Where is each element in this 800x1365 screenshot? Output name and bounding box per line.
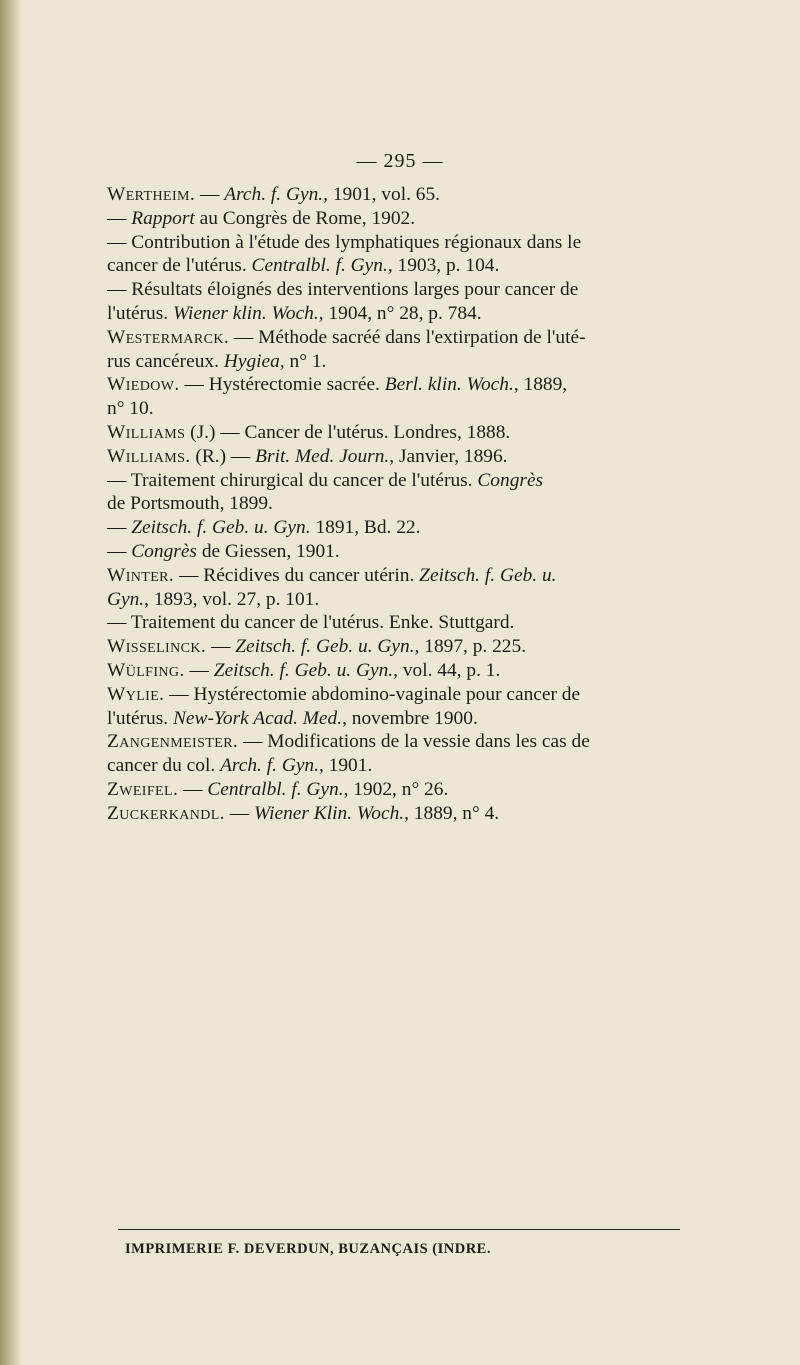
entry-separator: — (107, 540, 132, 562)
entry-first-line (107, 540, 707, 564)
entry-separator: — (195, 184, 225, 205)
entry-continuation-journal: Centralbl. f. Gyn. (251, 255, 388, 277)
entry-continuation-line (107, 254, 707, 278)
bibliography-entry (107, 445, 707, 469)
entry-continuation-details: , 1904, n° 28, p. 784. (318, 302, 482, 324)
entry-journal: Arch. f. Gyn. (224, 184, 324, 205)
entry-text: Hystérectomie abdomino-vaginale pour cancer de (193, 683, 581, 705)
entry-author: Wiedow. (107, 374, 180, 396)
entry-separator: — (178, 778, 208, 800)
entry-continuation-text: rus cancéreux. (107, 350, 224, 372)
entry-journal: Congrès (477, 469, 544, 491)
entry-first-line (107, 183, 707, 207)
entry-continuation-line (107, 492, 707, 516)
bibliography-entry (107, 659, 707, 683)
entry-continuation-journal: Hygiea (223, 350, 280, 372)
bibliography-entry (107, 421, 707, 445)
entry-author: Wülfing. (107, 659, 185, 681)
entry-text: Traitement chirurgical du cancer de l'utérus. (130, 469, 478, 491)
entry-first-line (107, 231, 707, 255)
entry-author: Zuckerkandl. (107, 802, 225, 824)
entry-separator: — (174, 564, 204, 586)
entry-separator: — (229, 326, 259, 348)
entry-continuation-details: , 1893, vol. 27, p. 101. (144, 588, 320, 610)
entry-journal: Wiener Klin. Woch. (254, 802, 405, 824)
footer-rule (118, 1229, 680, 1230)
entry-details: , vol. 44, p. 1. (393, 659, 501, 681)
entry-details: 1891, Bd. 22. (310, 517, 421, 539)
entry-continuation-details: , n° 1. (279, 350, 327, 372)
entry-text: Cancer de l'utérus. Londres, 1888. (244, 421, 511, 443)
entry-author: Zangenmeister. (107, 731, 239, 753)
entry-first-line (107, 207, 707, 231)
entry-details: , 1889, n° 4. (404, 802, 500, 824)
entry-continuation-journal: New-York Acad. Med. (172, 707, 343, 729)
entry-journal: Centralbl. f. Gyn. (207, 778, 344, 800)
entry-author: Williams (107, 421, 186, 443)
printer-imprint: IMPRIMERIE F. DEVERDUN, BUZANÇAIS (INDRE. (125, 1241, 491, 1257)
entry-separator: — (184, 659, 214, 681)
entry-separator: — (107, 517, 132, 539)
entry-continuation-text: cancer de l'utérus. (107, 255, 252, 277)
entry-continuation-text: l'utérus. (107, 302, 173, 324)
bibliography-list (107, 183, 707, 826)
entry-continuation-details: , 1903, p. 104. (387, 255, 500, 277)
entry-first-line (107, 516, 707, 540)
entry-journal: Brit. Med. Journ. (255, 445, 390, 467)
entry-first-line (107, 778, 707, 802)
entry-continuation-line (107, 754, 707, 778)
page-edge-shadow (0, 0, 22, 1365)
entry-separator: — (179, 374, 209, 396)
entry-continuation-text: de Portsmouth, 1899. (107, 493, 273, 515)
entry-text: Traitement du cancer de l'utérus. Enke. Stuttgard. (130, 612, 515, 634)
bibliography-entry (107, 183, 707, 207)
entry-details: , 1902, n° 26. (343, 778, 449, 800)
entry-continuation-journal: Gyn. (107, 588, 145, 610)
bibliography-entry (107, 683, 707, 731)
entry-text: Méthode sacréé dans l'extirpation de l'uté- (258, 326, 586, 348)
entry-first-line (107, 635, 707, 659)
bibliography-entry (107, 516, 707, 540)
entry-details: au Congrès de Rome, 1902. (194, 207, 416, 229)
entry-continuation-details: , 1901. (318, 755, 373, 777)
entry-author: Wisselinck. (107, 636, 207, 658)
bibliography-entry (107, 778, 707, 802)
entry-journal: Berl. klin. Woch. (384, 374, 514, 396)
entry-separator: (R.) — (190, 445, 256, 467)
entry-first-line (107, 278, 707, 302)
bibliography-entry (107, 469, 707, 517)
entry-first-line (107, 326, 707, 350)
entry-separator: — (107, 231, 132, 253)
bibliography-entry (107, 802, 707, 826)
entry-text: Hystérectomie sacrée. (208, 374, 385, 396)
entry-first-line (107, 564, 707, 588)
entry-details: de Giessen, 1901. (196, 540, 340, 562)
entry-continuation-line (107, 302, 707, 326)
entry-separator: — (107, 279, 132, 301)
entry-separator: — (238, 731, 268, 753)
entry-author: Westermarck. (107, 326, 230, 348)
entry-continuation-line (107, 397, 707, 421)
entry-continuation-line (107, 350, 707, 374)
entry-journal: Zeitsch. f. Geb. u. (419, 564, 557, 586)
entry-continuation-journal: Arch. f. Gyn. (220, 755, 319, 777)
entry-separator: — (107, 612, 131, 634)
entry-details: , 1901, vol. 65. (323, 184, 441, 205)
entry-journal: Congrès (131, 540, 197, 562)
bibliography-entry (107, 564, 707, 612)
entry-separator: — (107, 469, 131, 491)
entry-journal: Zeitsch. f. Geb. u. Gyn. (213, 659, 394, 681)
entry-first-line (107, 421, 707, 445)
entry-first-line (107, 683, 707, 707)
entry-continuation-text: cancer du col. (107, 755, 221, 777)
entry-first-line (107, 445, 707, 469)
entry-text: Récidives du cancer utérin. (203, 564, 420, 586)
entry-first-line (107, 611, 707, 635)
bibliography-entry (107, 373, 707, 421)
entry-journal: Rapport (131, 207, 195, 229)
entry-separator: — (206, 636, 236, 658)
entry-separator: — (107, 207, 132, 229)
entry-separator: (J.) — (185, 421, 245, 443)
entry-text: Contribution à l'étude des lymphatiques régionaux dans le (131, 231, 582, 253)
entry-continuation-text: n° 10. (107, 398, 154, 420)
entry-journal: Zeitsch. f. Geb. u. Gyn. (131, 517, 311, 539)
entry-continuation-text: l'utérus. (107, 707, 173, 729)
bibliography-entry (107, 611, 707, 635)
bibliography-entry (107, 231, 707, 279)
entry-first-line (107, 802, 707, 826)
entry-author: Wylie. (107, 683, 165, 705)
entry-author: Zweifel. (107, 778, 179, 800)
entry-first-line (107, 469, 707, 493)
entry-author: Wertheim. (107, 184, 196, 205)
entry-first-line (107, 659, 707, 683)
page-number: — 295 — (356, 150, 444, 172)
entry-separator: — (224, 802, 255, 824)
bibliography-entry (107, 207, 707, 231)
bibliography-entry (107, 635, 707, 659)
bibliography-entry (107, 540, 707, 564)
entry-author: Williams. (107, 445, 191, 467)
entry-details: , 1897, p. 225. (414, 636, 527, 658)
entry-author: Winter. (107, 564, 175, 586)
bibliography-entry (107, 326, 707, 374)
entry-journal: Zeitsch. f. Geb. u. Gyn. (235, 636, 415, 658)
entry-details: , Janvier, 1896. (389, 445, 508, 467)
entry-continuation-line (107, 707, 707, 731)
entry-continuation-line (107, 588, 707, 612)
entry-continuation-journal: Wiener klin. Woch. (172, 302, 319, 324)
entry-separator: — (164, 683, 194, 705)
entry-details: , 1889, (513, 374, 568, 396)
entry-text: Modifications de la vessie dans les cas de (267, 731, 590, 753)
entry-first-line (107, 373, 707, 397)
entry-first-line (107, 730, 707, 754)
entry-text: Résultats éloignés des interventions larges pour cancer de (131, 279, 579, 301)
entry-continuation-details: , novembre 1900. (342, 707, 478, 729)
bibliography-entry (107, 278, 707, 326)
bibliography-entry (107, 730, 707, 778)
